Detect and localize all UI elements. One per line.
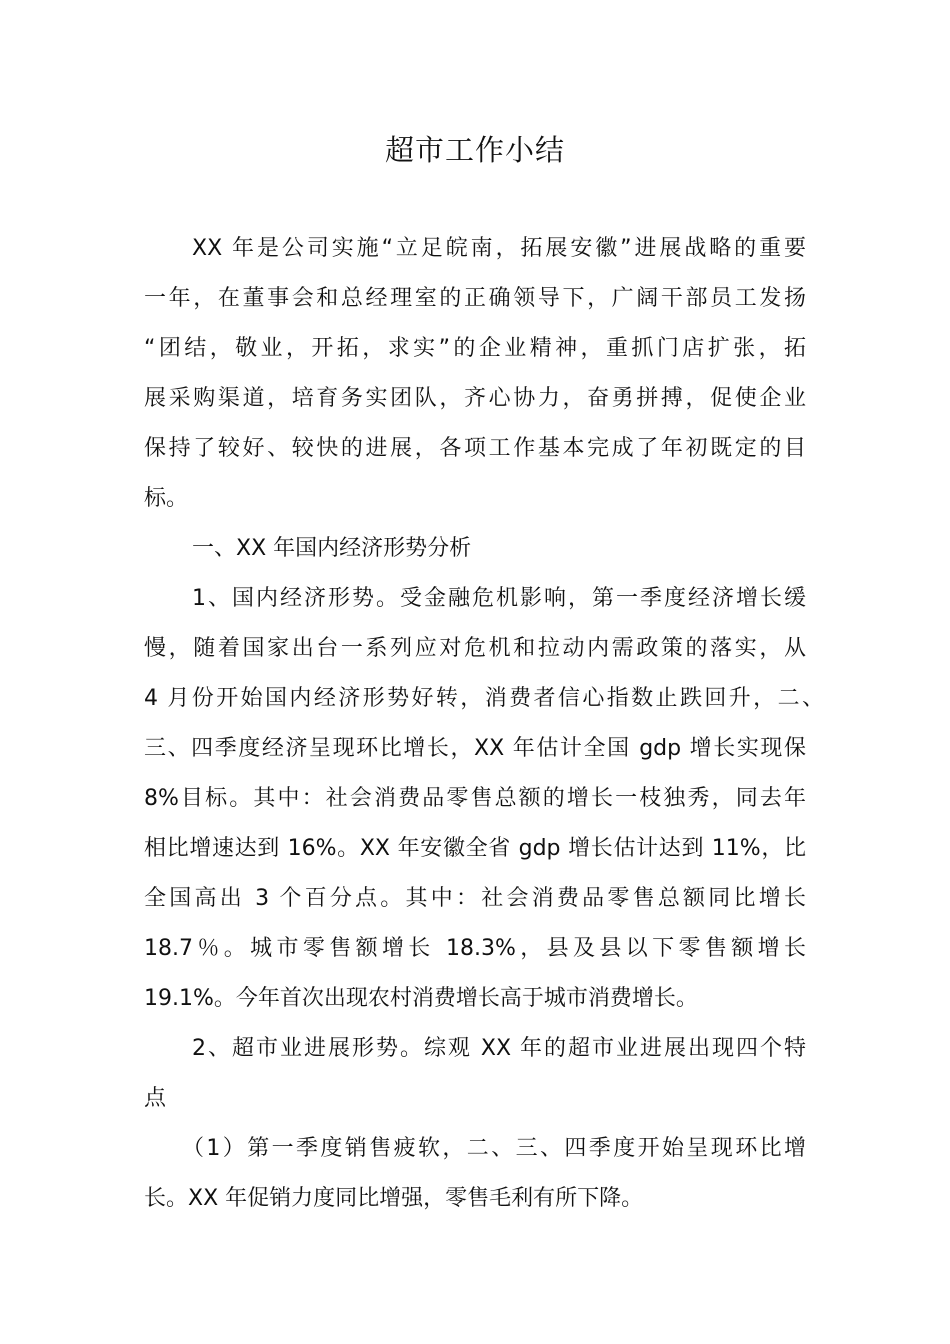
paragraph-line: 4 月份开始国内经济形势好转，消费者信心指数止跌回升，二、 (144, 686, 824, 711)
paragraph-line: “团结，敬业，开拓，求实”的企业精神，重抓门店扩张，拓 (144, 336, 806, 361)
paragraph-line: 2、超市业进展形势。综观 XX 年的超市业进展出现四个特 (192, 1036, 806, 1061)
paragraph-line: 18.7％。城市零售额增长 18.3%，县及县以下零售额增长 (144, 936, 806, 961)
paragraph-line: 相比增速达到 16%。XX 年安徽全省 gdp 增长估计达到 11%，比 (144, 836, 806, 861)
paragraph-line: 保持了较好、较快的进展，各项工作基本完成了年初既定的目 (144, 436, 806, 461)
paragraph-line: （1）第一季度销售疲软，二、三、四季度开始呈现环比增 (182, 1136, 806, 1161)
paragraph-line: 点 (144, 1086, 167, 1111)
paragraph-line: 全国高出 3 个百分点。其中：社会消费品零售总额同比增长 (144, 886, 806, 911)
paragraph-line: 19.1%。今年首次出现农村消费增长高于城市消费增长。 (144, 986, 698, 1011)
paragraph-line: 慢，随着国家出台一系列应对危机和拉动内需政策的落实，从 (144, 636, 806, 661)
paragraph-line: 8%目标。其中：社会消费品零售总额的增长一枝独秀，同去年 (144, 786, 806, 811)
paragraph-line: 1、国内经济形势。受金融危机影响，第一季度经济增长缓 (192, 586, 806, 611)
paragraph-line: 标。 (144, 486, 189, 511)
paragraph-line: 长。XX 年促销力度同比增强，零售毛利有所下降。 (144, 1186, 644, 1211)
section-heading: 一、XX 年国内经济形势分析 (192, 536, 472, 561)
paragraph-line: 展采购渠道，培育务实团队，齐心协力，奋勇拼搏，促使企业 (144, 386, 806, 411)
paragraph-line: 一年，在董事会和总经理室的正确领导下，广阔干部员工发扬 (144, 286, 806, 311)
document-title: 超市工作小结 (384, 133, 565, 167)
paragraph-line: XX 年是公司实施“立足皖南，拓展安徽”进展战略的重要 (192, 236, 806, 261)
paragraph-line: 三、四季度经济呈现环比增长，XX 年估计全国 gdp 增长实现保 (144, 736, 806, 761)
